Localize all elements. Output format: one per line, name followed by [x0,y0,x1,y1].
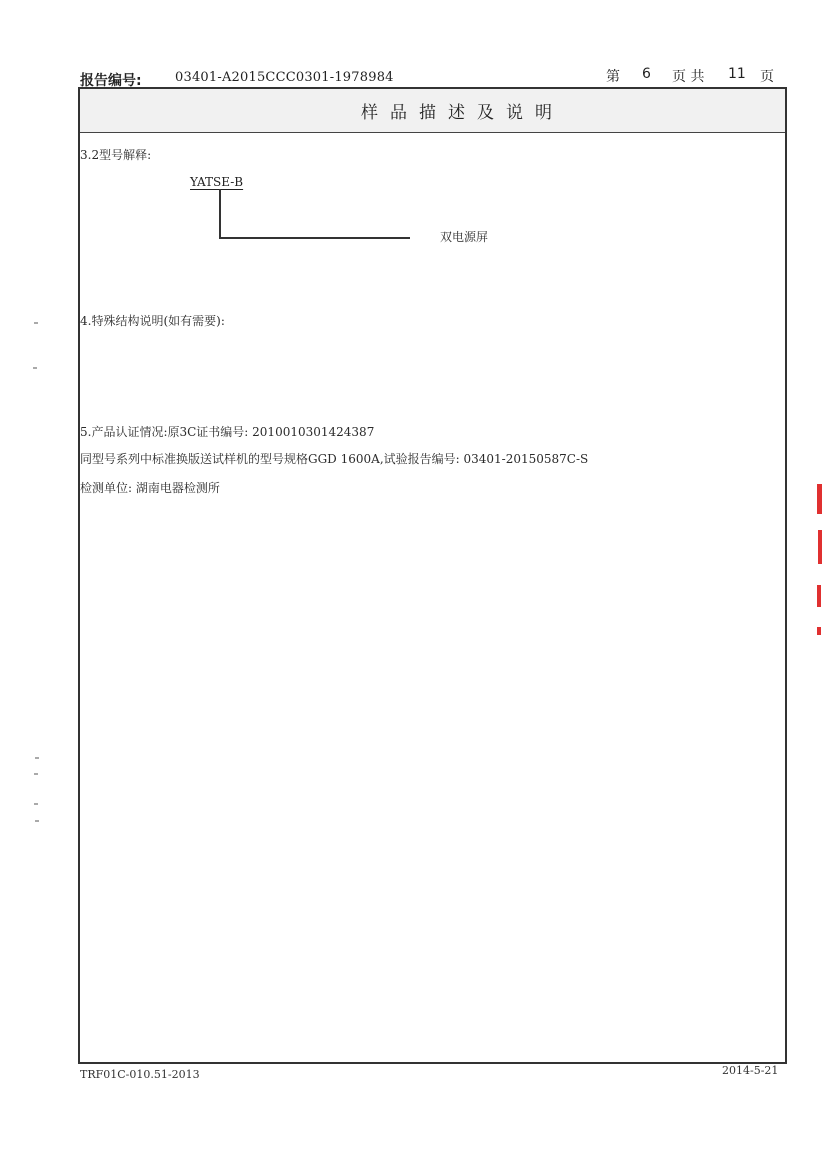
testing-unit-line: 检测单位: 湖南电器检测所 [80,481,220,495]
scan-speck [34,773,38,775]
model-leader-vertical [219,189,221,238]
footer-date: 2014-5-21 [722,1064,779,1077]
scan-speck [34,322,38,324]
scan-speck [35,757,39,759]
page-middle: 页 共 [672,69,705,85]
scan-speck [33,367,37,369]
stamp-edge-mark [818,530,822,564]
model-code: YATSE-B [190,175,244,189]
special-structure-heading: 4.特殊结构说明(如有需要): [80,314,225,328]
form-code: TRF01C-010.51-2013 [80,1068,200,1081]
sample-model-line: 同型号系列中标准换版送试样机的型号规格GGD 1600A,试验报告编号: 03401-20150587C-S [80,452,589,466]
page-total: 11 [728,66,746,82]
page-suffix: 页 [760,69,774,85]
report-number: 03401-A2015CCC0301-1978984 [175,70,394,85]
model-explanation-heading: 3.2型号解释: [80,148,152,162]
report-number-label: 报告编号: [80,73,142,89]
page-title: 样品描述及说明 [80,89,785,133]
scan-speck [34,803,38,805]
stamp-edge-mark [817,627,821,635]
page-prefix: 第 [606,69,620,85]
model-meaning: 双电源屏 [440,230,489,244]
model-leader-horizontal [219,237,410,239]
scan-speck [35,820,39,822]
page-current: 6 [642,66,651,82]
stamp-edge-mark [817,484,822,514]
stamp-edge-mark [817,585,821,607]
certification-line: 5.产品认证情况:原3C证书编号: 2010010301424387 [80,425,375,439]
document-frame [78,87,787,1064]
